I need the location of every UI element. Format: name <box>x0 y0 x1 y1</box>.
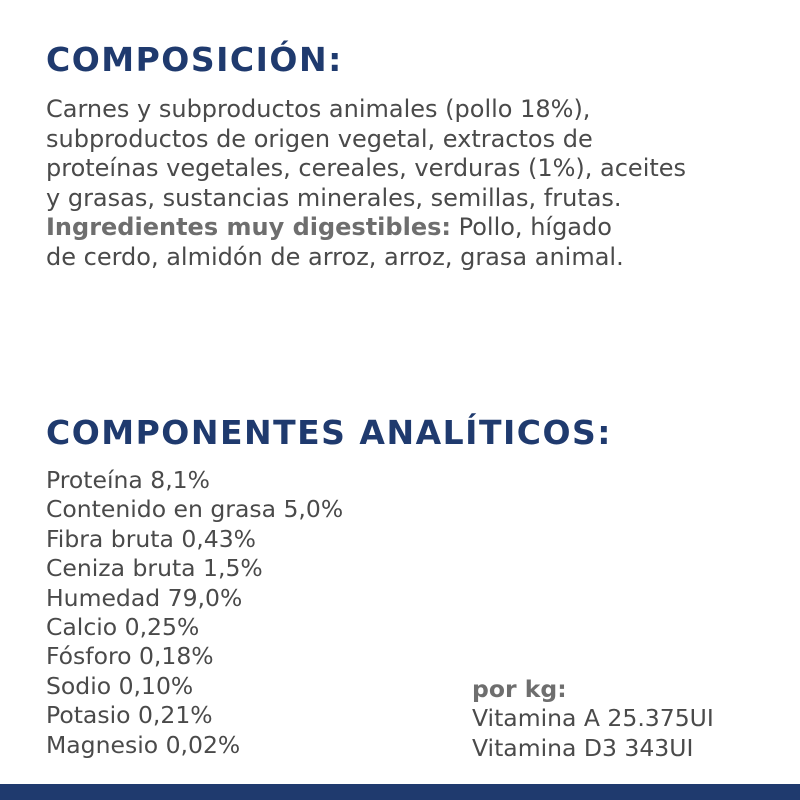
composition-line: proteínas vegetales, cereales, verduras (1%), aceites <box>46 154 687 182</box>
analytical-item-potassium: Potasio 0,21% <box>46 701 213 730</box>
digestible-text: Pollo, hígado <box>450 213 612 241</box>
composition-line: Carnes y subproductos animales (pollo 18%), <box>46 95 591 123</box>
analytical-item-magnesium: Magnesio 0,02% <box>46 730 241 759</box>
per-kg-label: por kg: <box>472 675 567 703</box>
per-kg-item-vitamin-a: Vitamina A 25.375UI <box>472 704 714 733</box>
digestible-line <box>46 213 766 243</box>
analytical-item-sodium: Sodio 0,10% <box>46 671 194 700</box>
composition-line: y grasas, sustancias minerales, semillas, frutas. <box>46 183 622 212</box>
per-kg-item-vitamin-d3: Vitamina D3 343UI <box>472 733 694 762</box>
analytical-item-moisture: Humedad 79,0% <box>46 583 243 612</box>
analytical-item-fat: Contenido en grasa 5,0% <box>46 495 344 524</box>
analytical-list <box>46 466 343 760</box>
digestible-line-2: de cerdo, almidón de arroz, arroz, grasa animal. <box>46 242 624 271</box>
digestible-label: Ingredientes muy digestibles: <box>46 213 451 241</box>
analytical-item-fiber: Fibra bruta 0,43% <box>46 524 256 553</box>
footer-bar <box>0 784 800 800</box>
analytical-item-ash: Ceniza bruta 1,5% <box>46 554 263 583</box>
analytical-item-phosphorus: Fósforo 0,18% <box>46 642 214 671</box>
analytical-item-calcium: Calcio 0,25% <box>46 613 200 642</box>
composition-text <box>46 95 766 272</box>
composition-line: subproductos de origen vegetal, extractos de <box>46 124 593 153</box>
per-kg-list <box>472 675 714 763</box>
analytical-item-protein: Proteína 8,1% <box>46 466 210 494</box>
analytical-heading: COMPONENTES ANALÍTICOS: <box>46 413 612 452</box>
composition-heading: COMPOSICIÓN: <box>46 40 343 79</box>
